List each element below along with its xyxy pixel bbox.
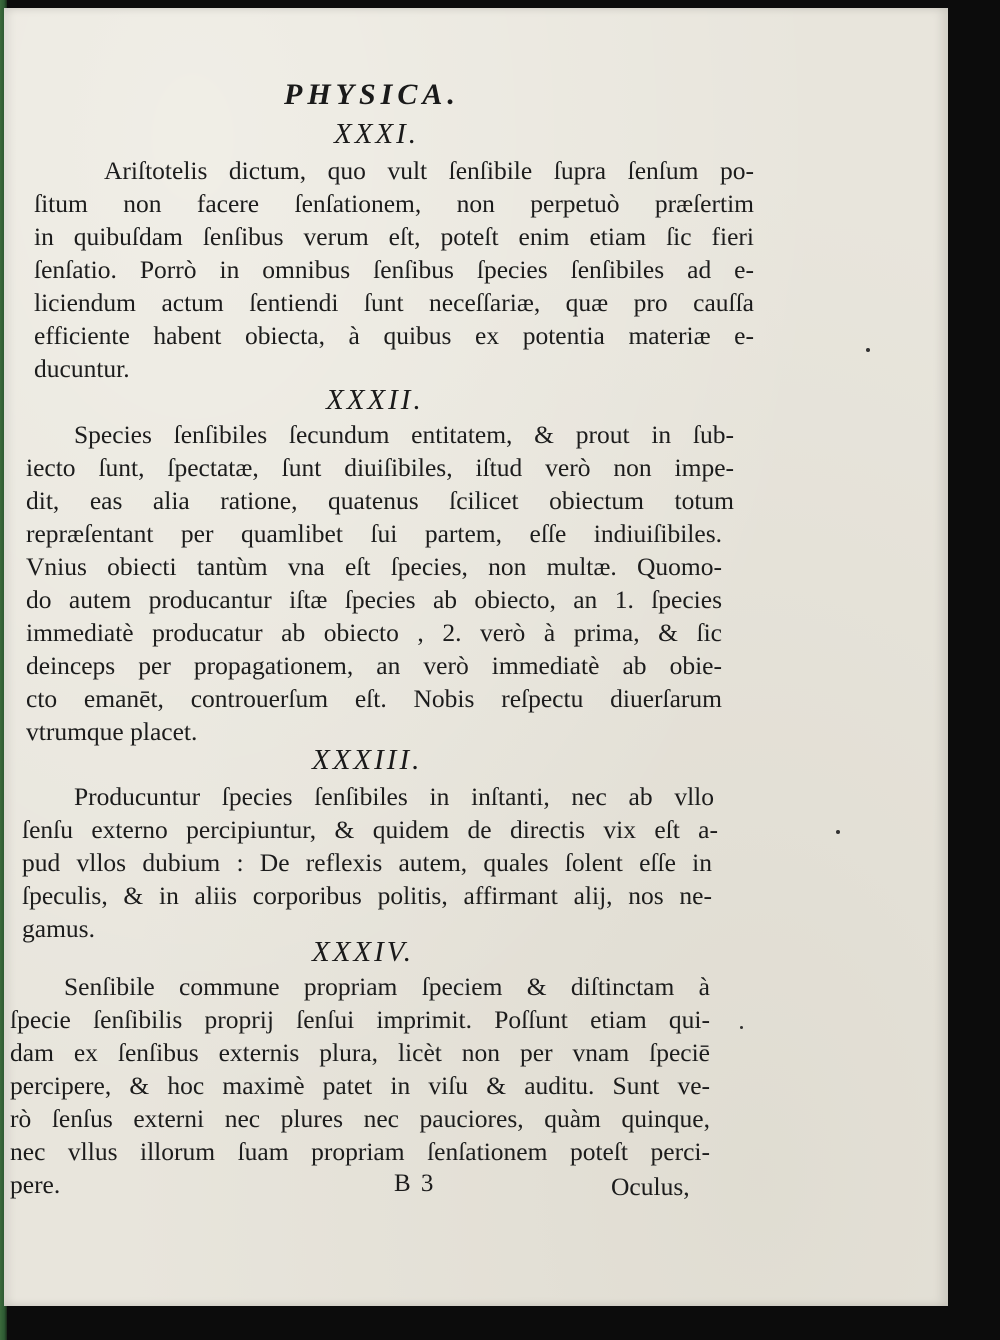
text-line: ſitum non facere ſenſationem, non perpetuò præſertim <box>34 189 754 218</box>
text-line: rò ſenſus externi nec plures nec pauciores, quàm quinque, <box>10 1104 710 1133</box>
text-line: repræſentant per quamlibet ſui partem, eſſe indiuiſibiles. <box>26 519 722 548</box>
text-line: ſpecie ſenſibilis proprij ſenſui imprimit. Poſſunt etiam qui- <box>10 1005 710 1034</box>
catchword: Oculus, <box>611 1172 690 1201</box>
section-heading-xxxiv: XXXIV. <box>312 936 415 968</box>
text-line: cto emanēt, controuerſum eſt. Nobis reſpectu diuerſarum <box>26 684 722 713</box>
text-line: ſenſatio. Porrò in omnibus ſenſibus ſpecies ſenſibiles ad e- <box>34 255 754 284</box>
text-line: pere. <box>10 1170 61 1199</box>
text-line: dit, eas alia ratione, quatenus ſcilicet obiectum totum <box>26 486 734 515</box>
text-line: do autem producantur iſtæ ſpecies ab obiecto, an 1. ſpecies <box>26 585 722 614</box>
text-line: vtrumque placet. <box>26 717 198 746</box>
text-line: ſenſu externo percipiuntur, & quidem de directis vix eſt a- <box>22 815 718 844</box>
text-line: ducuntur. <box>34 354 130 383</box>
text-line: Ariſtotelis dictum, quo vult ſenſibile ſupra ſenſum po- <box>104 156 754 185</box>
section-heading-xxxiii: XXXIII. <box>312 744 423 776</box>
signature-mark: B 3 <box>394 1170 436 1197</box>
text-line: Vnius obiecti tantùm vna eſt ſpecies, non multæ. Quomo- <box>26 552 722 581</box>
running-head: PHYSICA. <box>284 78 460 111</box>
book-page <box>4 8 948 1306</box>
text-line: dam ex ſenſibus externis plura, licèt non per vnam ſpeciē <box>10 1038 710 1067</box>
text-line: Senſibile commune propriam ſpeciem & diſtinctam à <box>64 972 710 1001</box>
section-heading-xxxi: XXXI. <box>334 118 420 150</box>
paper-speck <box>836 830 840 834</box>
text-line: percipere, & hoc maximè patet in viſu & auditu. Sunt ve- <box>10 1071 710 1100</box>
text-line: Producuntur ſpecies ſenſibiles in inſtanti, nec ab vllo <box>74 782 714 811</box>
paper-speck <box>866 348 870 352</box>
text-line: deinceps per propagationem, an verò immediatè ab obie- <box>26 651 722 680</box>
text-line: liciendum actum ſentiendi ſunt neceſſariæ, quæ pro cauſſa <box>34 288 754 317</box>
text-line: immediatè producatur ab obiecto , 2. verò à prima, & ſic <box>26 618 722 647</box>
text-line: in quibuſdam ſenſibus verum eſt, poteſt enim etiam ſic fieri <box>34 222 754 251</box>
text-line: nec vllus illorum ſuam propriam ſenſationem poteſt perci- <box>10 1137 710 1166</box>
text-line: gamus. <box>22 914 95 943</box>
text-line: iecto ſunt, ſpectatæ, ſunt diuiſibiles, iſtud verò non impe- <box>26 453 734 482</box>
text-line: ſpeculis, & in aliis corporibus politis, affirmant alij, nos ne- <box>22 881 712 910</box>
section-heading-xxxii: XXXII. <box>326 384 424 416</box>
text-line: Species ſenſibiles ſecundum entitatem, & prout in ſub- <box>74 420 734 449</box>
text-line: efficiente habent obiecta, à quibus ex potentia materiæ e- <box>34 321 754 350</box>
paper-speck <box>740 1026 743 1029</box>
text-line: pud vllos dubium : De reflexis autem, quales ſolent eſſe in <box>22 848 712 877</box>
